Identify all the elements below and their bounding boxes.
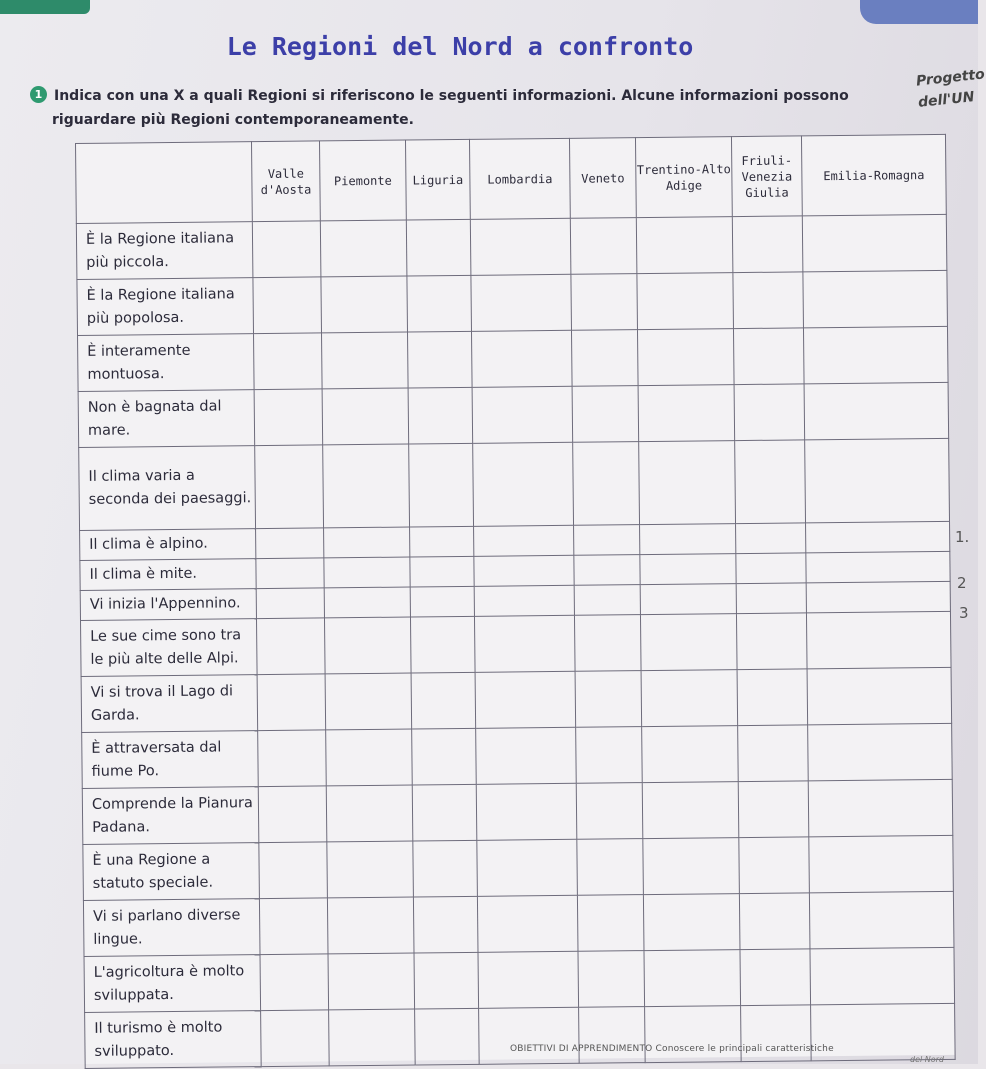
row-label: È una Regione a statuto speciale. [83,843,260,901]
instruction-line-1: Indica con una X a quali Regioni si riferiscono le seguenti informazioni. Alcune informazioni possono [54,88,849,104]
answer-cell[interactable] [256,558,324,589]
answer-cell[interactable] [475,671,576,728]
answer-cell[interactable] [809,835,954,893]
answer-cell[interactable] [252,221,321,278]
column-header: Trentino-Alto Adige [635,137,732,218]
answer-cell[interactable] [470,218,571,275]
answer-cell[interactable] [413,840,478,897]
answer-cell[interactable] [477,895,578,952]
answer-cell[interactable] [575,671,642,728]
margin-mark: 2 [957,574,967,592]
answer-cell[interactable] [471,330,572,387]
row-label: Vi inizia l'Appennino. [80,589,256,621]
answer-cell[interactable] [576,727,643,784]
answer-cell[interactable] [735,440,806,524]
row-label: Le sue cime sono tra le più alte delle Alpi. [81,619,258,677]
answer-cell[interactable] [573,442,640,526]
answer-cell[interactable] [324,527,410,558]
answer-cell[interactable] [415,1008,480,1065]
answer-cell[interactable] [321,276,408,333]
table-row [81,667,952,732]
answer-cell[interactable] [260,954,329,1011]
answer-cell[interactable] [474,615,575,672]
answer-cell[interactable] [636,217,733,274]
answer-cell[interactable] [477,839,578,896]
row-label: Il clima varia a seconda dei paesaggi. [79,446,256,531]
answer-cell[interactable] [329,1009,416,1066]
answer-cell[interactable] [810,947,955,1005]
answer-cell[interactable] [408,387,473,444]
answer-cell[interactable] [327,897,414,954]
side-text-dell-un: dell'UN [917,89,976,111]
answer-cell[interactable] [574,555,640,586]
answer-cell[interactable] [736,583,806,614]
answer-cell[interactable] [478,951,579,1008]
answer-cell[interactable] [474,555,574,586]
answer-cell[interactable] [734,384,805,441]
column-header: Valle d'Aosta [251,141,320,222]
answer-cell[interactable] [413,896,478,953]
table-row [83,835,954,900]
answer-cell[interactable] [645,1006,742,1063]
table-row [85,1003,956,1068]
answer-cell[interactable] [257,674,326,731]
answer-cell[interactable] [407,331,472,388]
answer-cell[interactable] [643,894,740,951]
answer-cell[interactable] [254,389,323,446]
answer-cell[interactable] [572,386,639,443]
answer-cell[interactable] [259,898,328,955]
exercise-grid-container [75,134,955,1064]
row-label: Non è bagnata dal mare. [78,390,255,448]
answer-cell[interactable] [409,443,474,527]
answer-cell[interactable] [479,1007,580,1064]
column-header [76,142,253,224]
answer-cell[interactable] [326,729,413,786]
table-row [78,326,949,391]
answer-cell[interactable] [406,219,471,276]
answer-cell[interactable] [733,272,804,329]
answer-cell[interactable] [642,726,739,783]
table-row [76,214,947,279]
answer-cell[interactable] [323,444,410,528]
answer-cell[interactable] [637,273,734,330]
answer-cell[interactable] [256,588,324,619]
column-header: Lombardia [469,138,570,219]
column-header: Emilia-Romagna [801,134,946,216]
answer-cell[interactable] [324,557,410,588]
answer-cell[interactable] [253,277,322,334]
answer-cell[interactable] [577,895,644,952]
column-header: Piemonte [319,140,406,221]
column-header: Friuli-Venezia Giulia [731,136,802,217]
answer-cell[interactable] [574,525,640,556]
answer-cell[interactable] [322,332,409,389]
answer-cell[interactable] [639,441,736,525]
answer-cell[interactable] [414,952,479,1009]
header-row [76,134,947,223]
answer-cell[interactable] [808,723,953,781]
answer-cell[interactable] [324,587,410,618]
answer-cell[interactable] [326,785,413,842]
answer-cell[interactable] [578,951,645,1008]
row-label: Vi si trova il Lago di Garda. [81,675,258,733]
answer-cell[interactable] [571,274,638,331]
green-tab-decoration [0,0,90,14]
answer-cell[interactable] [806,581,950,613]
answer-cell[interactable] [574,615,641,672]
row-label: Il clima è mite. [80,559,256,591]
row-label: È attraversata dal fiume Po. [82,731,259,789]
table-row [83,891,954,956]
table-row [78,382,949,447]
footer-note: del Nord [910,1055,945,1064]
page-title: Le Regioni del Nord a confronto [226,32,694,61]
answer-cell[interactable] [258,786,327,843]
answer-cell[interactable] [259,842,328,899]
table-row [81,611,952,676]
answer-cell[interactable] [261,1010,330,1067]
answer-cell[interactable] [254,333,323,390]
table-row [79,438,950,530]
answer-cell[interactable] [740,949,811,1006]
answer-cell[interactable] [476,783,577,840]
answer-cell[interactable] [733,328,804,385]
row-label: Il clima è alpino. [80,529,256,561]
row-label: Il turismo è molto sviluppato. [85,1011,262,1069]
answer-cell[interactable] [571,330,638,387]
answer-cell[interactable] [576,783,643,840]
answer-cell[interactable] [579,1007,646,1064]
answer-cell[interactable] [736,523,806,554]
answer-cell[interactable] [640,584,736,615]
answer-cell[interactable] [738,781,809,838]
answer-cell[interactable] [642,782,739,839]
answer-cell[interactable] [803,270,948,328]
answer-cell[interactable] [471,274,572,331]
answer-cell[interactable] [736,613,807,670]
answer-cell[interactable] [739,837,810,894]
answer-cell[interactable] [255,445,324,529]
answer-cell[interactable] [476,727,577,784]
blue-tab-decoration [860,0,978,24]
answer-cell[interactable] [804,382,949,440]
side-text-progetto: Progetto [915,66,986,90]
margin-mark: 1. [955,528,970,546]
instruction-line-2: riguardare più Regioni contemporaneamente. [52,112,414,128]
answer-cell[interactable] [644,950,741,1007]
answer-cell[interactable] [320,220,407,277]
answer-cell[interactable] [410,586,474,617]
answer-cell[interactable] [643,838,740,895]
answer-cell[interactable] [325,673,412,730]
answer-cell[interactable] [328,953,415,1010]
answer-cell[interactable] [738,725,809,782]
row-label: Vi si parlano diverse lingue. [83,899,260,957]
answer-cell[interactable] [412,728,477,785]
margin-mark: 3 [959,604,969,622]
answer-cell[interactable] [641,670,738,727]
answer-cell[interactable] [806,521,950,553]
row-label: L'agricoltura è molto sviluppata. [84,955,261,1013]
answer-cell[interactable] [739,893,810,950]
exercise-grid [75,134,956,1069]
answer-cell[interactable] [256,618,325,675]
answer-cell[interactable] [410,526,474,557]
answer-cell[interactable] [407,275,472,332]
answer-cell[interactable] [324,617,411,674]
answer-cell[interactable] [410,616,475,673]
answer-cell[interactable] [258,730,327,787]
answer-cell[interactable] [411,672,476,729]
answer-cell[interactable] [474,585,574,616]
answer-cell[interactable] [809,891,954,949]
row-label: Comprende la Pianura Padana. [82,787,259,845]
answer-cell[interactable] [736,553,806,584]
footer-objectives: OBIETTIVI DI APPRENDIMENTO Conoscere le principali caratteristiche [510,1044,834,1054]
answer-cell[interactable] [806,551,950,583]
answer-cell[interactable] [806,611,951,669]
answer-cell[interactable] [808,779,953,837]
answer-cell[interactable] [472,386,573,443]
answer-cell[interactable] [637,329,734,386]
row-label: È la Regione italiana più piccola. [76,222,253,280]
answer-cell[interactable] [574,585,640,616]
answer-cell[interactable] [410,556,474,587]
answer-cell[interactable] [737,669,808,726]
table-row [84,947,955,1012]
answer-cell[interactable] [640,614,737,671]
answer-cell[interactable] [570,218,637,275]
answer-cell[interactable] [474,525,574,556]
answer-cell[interactable] [473,442,574,526]
answer-cell[interactable] [807,667,952,725]
row-label: È interamente montuosa. [78,334,255,392]
answer-cell[interactable] [805,438,950,523]
table-row [82,779,953,844]
answer-cell[interactable] [640,554,736,585]
row-label: È la Regione italiana più popolosa. [77,278,254,336]
table-row [82,723,953,788]
answer-cell[interactable] [327,841,414,898]
answer-cell[interactable] [322,388,409,445]
answer-cell[interactable] [412,784,477,841]
answer-cell[interactable] [256,528,324,559]
answer-cell[interactable] [802,214,947,272]
answer-cell[interactable] [638,385,735,442]
answer-cell[interactable] [803,326,948,384]
answer-cell[interactable] [577,839,644,896]
exercise-instruction [54,84,884,132]
column-header: Liguria [405,139,470,220]
column-header: Veneto [569,138,636,219]
answer-cell[interactable] [640,524,736,555]
exercise-number-badge: 1 [30,86,47,103]
table-row [77,270,948,335]
answer-cell[interactable] [732,216,803,273]
